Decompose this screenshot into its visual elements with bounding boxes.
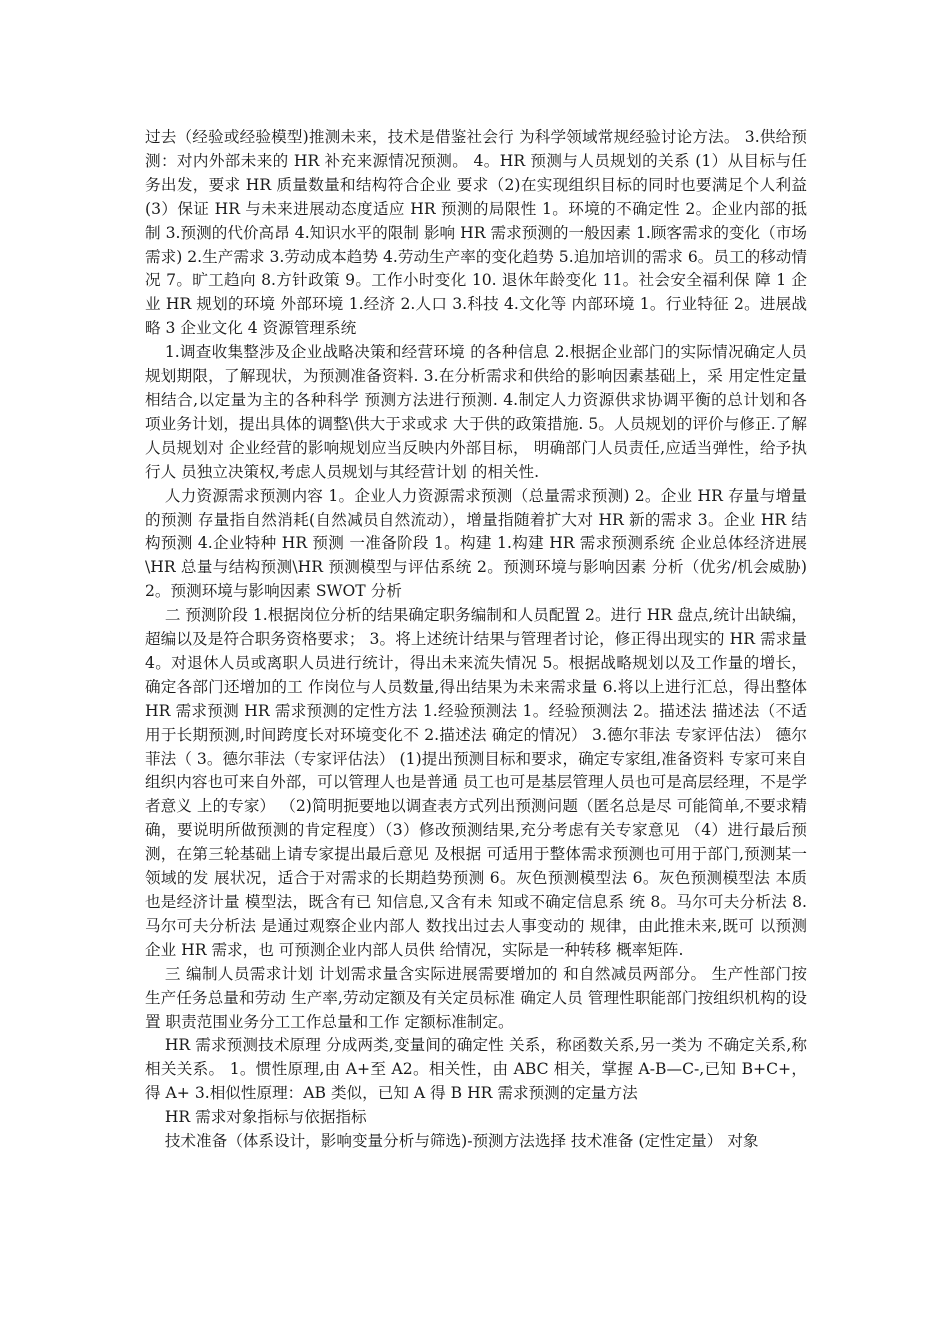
paragraph-2: 1.调查收集整涉及企业战略决策和经营环境 的各种信息 2.根据企业部门的实际情况确定人员规划期限，了解现状，为预测准备资料. 3.在分析需求和供给的影响因素基础上，采 用定性定量相结合,以定量为主的各种科学 预测方法进行预测. 4.制定人力资源供求协调平衡的总计划和各 项业务计划，提出具体的调整\供大于求或求 大于供的政策措施. 5。人员规划的评价与修正.了解人员规划对 企业经营的影响规划应当反映内外部目标， 明确部门人员责任,应适当弹性，给予执行人 员独立决策权,考虑人员规划与其经营计划 的相关性. (145, 343, 807, 481)
paragraph-6: HR 需求预测技术原理 分成两类,变量间的确定性 关系，称函数关系,另一类为 不确定关系,称相关关系。 1。惯性原理,由 A+至 A2。相关性，由 ABC 相关，掌握 A-B—C-,已知 B+C+，得 A+ 3.相似性原理：AB 类似，已知 A 得 B HR 需求预测的定量方法 (145, 1036, 807, 1103)
paragraph-3: 人力资源需求预测内容 1。企业人力资源需求预测（总量需求预测) 2。企业 HR 存量与增量的预测 存量指自然消耗(自然减员自然流动），增量指随着扩大对 HR 新的需求 3。企业 HR 结构预测 4.企业特种 HR 预测 一准备阶段 1。构建 1.构建 HR 需求预测系统 企业总体经济进展\HR 总量与结构预测\HR 预测模型与评估系统 2。预测环境与影响因素 分析（优劣/机会威胁) 2。预测环境与影响因素 SWOT 分析 (145, 486, 808, 601)
paragraph-4: 二 预测阶段 1.根据岗位分析的结果确定职务编制和人员配置 2。进行 HR 盘点,统计出缺编，超编以及是符合职务资格要求； 3。将上述统计结果与管理者讨论，修正得出现实的 HR 需求量 4。对退休人员或离职人员进行统计，得出未来流失情况 5。根据战略规划以及工作量的增长，确定各部门还增加的工 作岗位与人员数量,得出结果为未来需求量 6.将以上进行汇总，得出整体 HR 需求预测 HR 需求预测的定性方法 1.经验预测法 1。经验预测法 2。描述法 描述法（不适用于长期预测,时间跨度长对环境变化不 2.描述法 确定的情况） 3.德尔菲法 专家评估法） 德尔菲法（ 3。德尔菲法（专家评估法） (1)提出预测目标和要求，确定专家组,准备资料 专家可来自组织内容也可来自外部，可以管理人也是普通 员工也可是基层管理人员也可是高层经理，不是学者意义 上的专家） （2)简明扼要地以调查表方式列出预测问题（匿名总是尽 可能简单,不要求精确，要说明所做预测的肯定程度）（3）修改预测结果,充分考虑有关专家意见 （4）进行最后预测，在第三轮基础上请专家提出最后意见 及根据 可适用于整体需求预测也可用于部门,预测某一领域的发 展状况，适合于对需求的长期趋势预测 6。灰色预测模型法 6。灰色预测模型法 本质也是经济计量 模型法，既含有已 知信息,又含有未 知或不确定信息系 统 8。马尔可夫分析法 8.马尔可夫分析法 是通过观察企业内部人 数找出过去人事变动的 规律，由此推未来,既可 以预测企业 HR 需求，也 可预测企业内部人员供 给情况，实际是一种转移 概率矩阵. (145, 606, 807, 959)
paragraph-8: 技术准备（体系设计，影响变量分析与筛选)-预测方法选择 技术准备 (定性定量） 对象 (164, 1132, 759, 1151)
paragraph-5: 三 编制人员需求计划 计划需求量含实际进展需要增加的 和自然减员两部分。 生产性部门按生产任务总量和劳动 生产率,劳动定额及有关定员标准 确定人员 管理性职能部门按组织机构的设置 职责范围业务分工工作总量和工作 定额标准制定。 (145, 964, 807, 1031)
paragraph-7: HR 需求对象指标与依据指标 (164, 1108, 367, 1127)
paragraph-1: 过去（经验或经验模型)推测未来，技术是借鉴社会行 为科学领域常规经验讨论方法。 3.供给预测：对内外部未来的 HR 补充来源情况预测。 4。HR 预测与人员规划的关系 (1）从目标与任务出发，要求 HR 质量数量和结构符合企业 要求（2)在实现组织目标的同时也要满足个人利益 (3）保证 HR 与未来进展动态度适应 HR 预测的局限性 1。环境的不确定性 2。企业内部的抵制 3.预测的代价高昂 4.知识水平的限制 影响 HR 需求预测的一般因素 1.顾客需求的变化（市场需求) 2.生产需求 3.劳动成本趋势 4.劳动生产率的变化趋势 5.追加培训的需求 6。员工的移动情况 7。旷工趋向 8.方针政策 9。工作小时变化 10. 退休年龄变化 11。社会安全福利保 障 1 企业 HR 规划的环境 外部环境 1.经济 2.人口 3.科技 4.文化等 内部环境 1。行业特征 2。进展战略 3 企业文化 4 资源管理系统 (145, 128, 807, 338)
document-body (145, 126, 807, 1154)
